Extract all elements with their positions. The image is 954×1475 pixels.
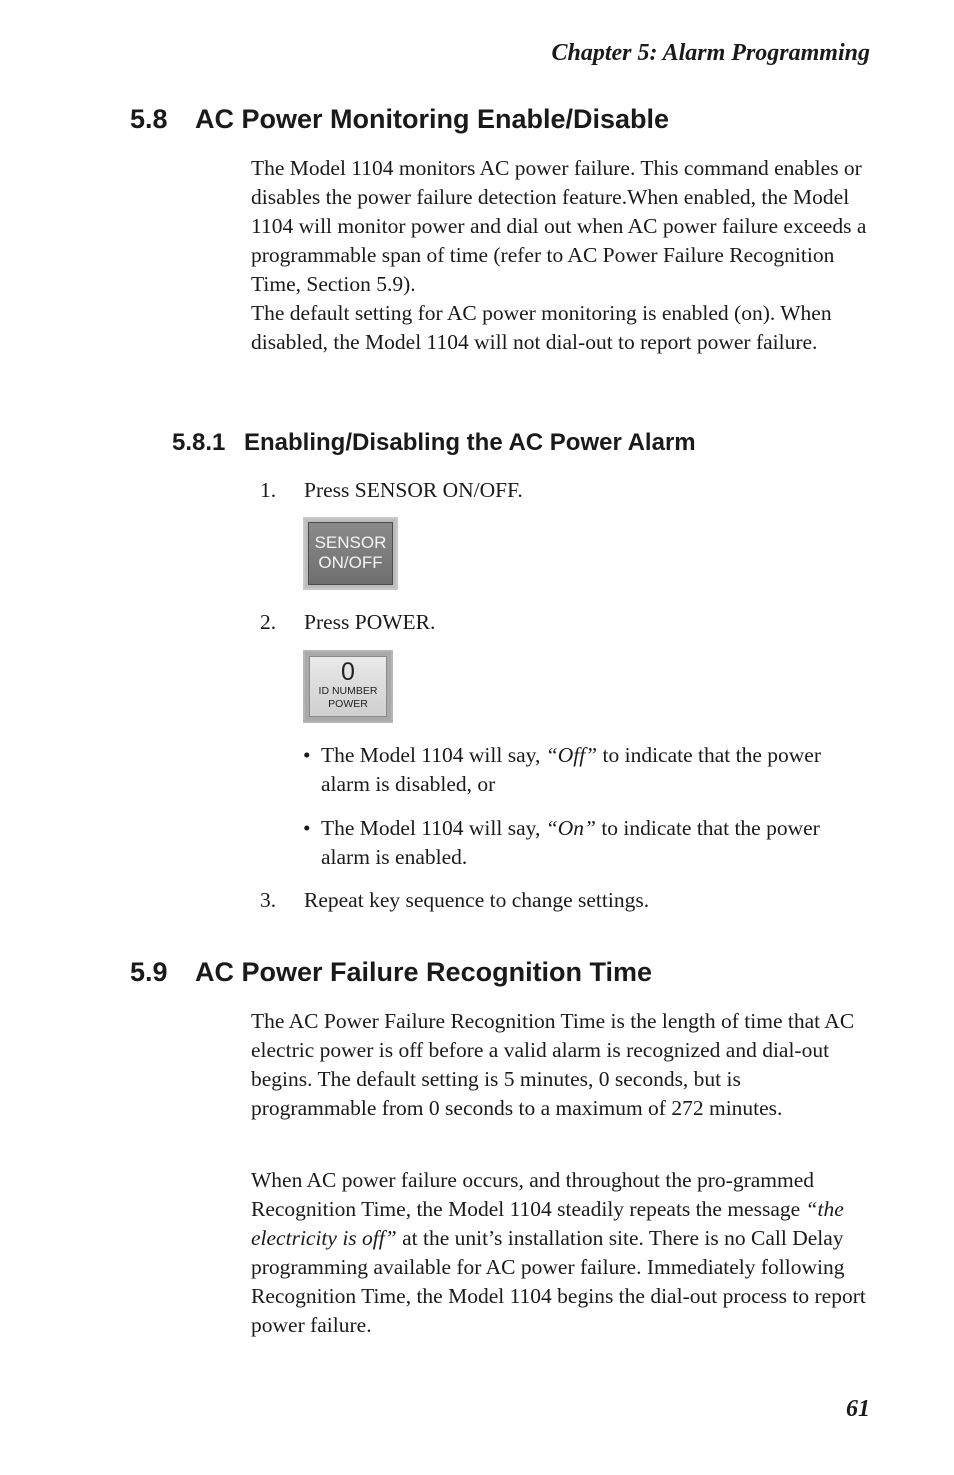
page-number: 61 [846,1396,870,1422]
step-text: Press POWER. [304,610,436,634]
bullet-text: The Model 1104 will say, [321,743,546,767]
section-5-8-heading [130,104,669,135]
chapter-header: Chapter 5: Alarm Programming [551,40,870,66]
section-number: 5.9 [130,957,168,987]
power-key-image [303,650,393,723]
subsection-title: Enabling/Disabling the AC Power Alarm [244,429,696,456]
spoken-word: “On” [545,816,596,840]
key-label: POWER [328,698,368,710]
step-1 [260,476,523,505]
bullet-off: • The Model 1104 will say, “Off” to indicate that the power alarm is disabled, or [303,743,822,796]
section-title: AC Power Failure Recognition Time [195,957,653,987]
sensor-on-off-key-image [303,517,398,590]
step-text: Repeat key sequence to change settings. [304,888,650,912]
step-number: 3. [260,888,277,912]
subsection-number: 5.8.1 [172,429,226,456]
bullet-text: The Model 1104 will say, [321,816,546,840]
section-5-9-para-2 [251,1166,871,1340]
section-number: 5.8 [130,104,168,134]
section-title: AC Power Monitoring Enable/Disable [195,104,670,134]
step-2 [260,608,435,637]
paragraph: When AC power failure occurs, and throughout the pro-grammed Recognition Time, the Model 1104 steadily repeats the message “the electricity is off” at the unit’s installation site. There is no Call Delay programming available for AC power failure. Immediately following Recognition Time, the Model 1104 begins the dial-out process to report power failure. [251,1168,866,1337]
bullet-text: to indicate that the power alarm is disabled, or [321,743,822,796]
paragraph: The default setting for AC power monitoring is enabled (on). When disabled, the Model 1104 will not dial-out to report power failure. [251,301,832,354]
step-3 [260,886,649,915]
paragraph: The Model 1104 monitors AC power failure. This command enables or disables the power failure detection feature.When enabled, the Model 1104 will monitor power and dial out when AC power failure exceeds a programmable span of time (refer to AC Power Failure Recognition Time, Section 5.9). [251,156,867,296]
step-text: Press SENSOR ON/OFF. [304,478,523,502]
quoted-message: “the electricity is off” [251,1197,844,1250]
key-label: ON/OFF [318,553,383,572]
section-5-9-heading [130,957,652,988]
key-label: SENSOR [314,533,387,552]
bullet-text: to indicate that the power alarm is enabled. [321,816,820,869]
section-5-9-para-1 [251,1007,871,1123]
step-number: 1. [260,478,277,502]
subsection-5-8-1-heading [172,429,696,457]
bullet-on: • The Model 1104 will say, “On” to indicate that the power alarm is enabled. [303,816,820,869]
spoken-word: “Off” [545,743,598,767]
paragraph: The AC Power Failure Recognition Time is the length of time that AC electric power is off before a valid alarm is recognized and dial-out begins. The default setting is 5 minutes, 0 seconds, but is programmable from 0 seconds to a maximum of 272 minutes. [251,1009,855,1120]
key-label: ID NUMBER [318,685,378,697]
step-number: 2. [260,610,277,634]
key-digit: 0 [341,658,355,686]
section-5-8-body [251,154,871,357]
